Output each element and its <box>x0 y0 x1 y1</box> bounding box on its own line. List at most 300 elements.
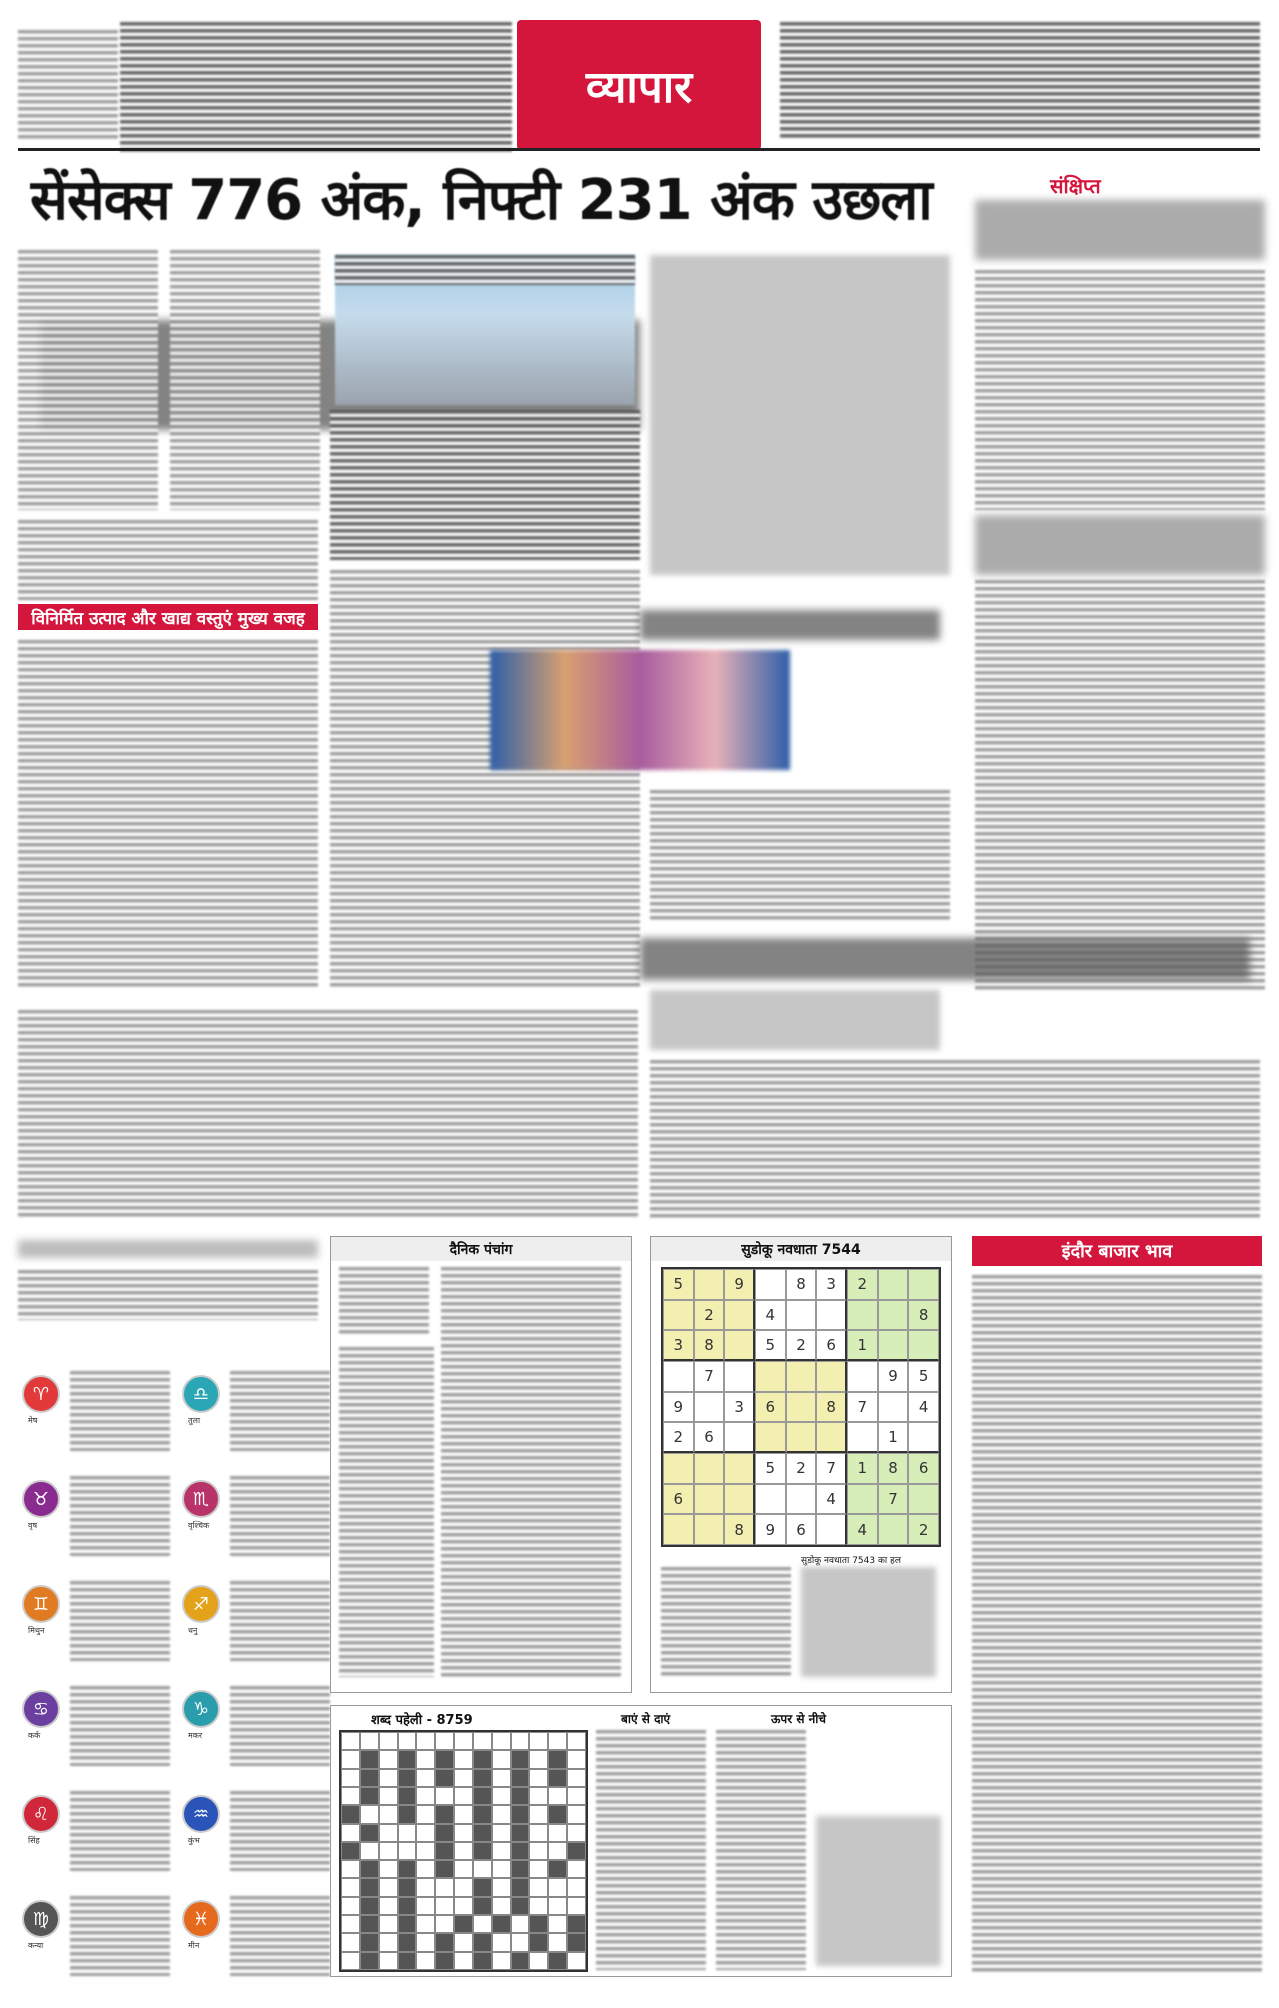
sudoku-cell: 7 <box>816 1453 847 1484</box>
crossword-cell <box>379 1769 398 1787</box>
crossword-cell <box>511 1750 530 1768</box>
crossword-cell <box>473 1897 492 1915</box>
horoscope-text <box>70 1791 170 1871</box>
crossword-cell <box>529 1732 548 1750</box>
crossword-cell <box>473 1933 492 1951</box>
sudoku-cell <box>694 1514 725 1545</box>
sudoku-cell <box>663 1514 694 1545</box>
panchang-table <box>339 1347 434 1677</box>
crossword-across-clues <box>596 1730 706 1970</box>
sudoku-cell <box>816 1300 847 1331</box>
briefs-label: संक्षिप्त <box>1050 174 1101 198</box>
sudoku-cell <box>786 1361 817 1392</box>
crossword-cell <box>454 1750 473 1768</box>
horoscope-intro <box>18 1270 318 1320</box>
crossword-cell <box>529 1805 548 1823</box>
sudoku-cell: 4 <box>847 1514 878 1545</box>
crossword-cell <box>398 1750 417 1768</box>
sudoku-cell: 9 <box>663 1392 694 1423</box>
sudoku-cell: 2 <box>663 1422 694 1453</box>
panchang-chart <box>339 1267 429 1337</box>
crossword-cell <box>341 1750 360 1768</box>
horoscope-sign-name: वृष <box>28 1521 38 1530</box>
crossword-cell <box>567 1805 586 1823</box>
crossword-cell <box>416 1860 435 1878</box>
sagittarius-icon: ♐ <box>182 1585 220 1623</box>
crossword-cell <box>473 1787 492 1805</box>
horoscope-text <box>70 1371 170 1451</box>
crossword-cell <box>567 1897 586 1915</box>
crossword-cell <box>548 1933 567 1951</box>
crossword-cell <box>341 1842 360 1860</box>
crossword-cell <box>435 1732 454 1750</box>
sudoku-cell <box>755 1361 786 1392</box>
crossword-cell <box>511 1933 530 1951</box>
crossword-cell <box>548 1897 567 1915</box>
crossword-cell <box>341 1805 360 1823</box>
crossword-cell <box>492 1860 511 1878</box>
crossword-cell <box>529 1860 548 1878</box>
sudoku-cell: 6 <box>694 1422 725 1453</box>
sudoku-answer-grid <box>801 1567 936 1677</box>
crossword-cell <box>341 1952 360 1970</box>
crossword-cell <box>341 1769 360 1787</box>
crossword-cell <box>529 1952 548 1970</box>
crossword-cell <box>473 1878 492 1896</box>
crossword-cell <box>360 1952 379 1970</box>
sudoku-cell <box>878 1392 909 1423</box>
crossword-cell <box>529 1750 548 1768</box>
sudoku-cell <box>786 1392 817 1423</box>
crossword-cell <box>398 1732 417 1750</box>
sudoku-cell: 2 <box>786 1330 817 1361</box>
horoscope-heading <box>18 1240 318 1258</box>
sudoku-cell: 7 <box>847 1392 878 1423</box>
crossword-cell <box>548 1952 567 1970</box>
crossword-cell <box>398 1805 417 1823</box>
crossword-cell <box>511 1805 530 1823</box>
lower-right-body <box>650 1060 1260 1220</box>
sudoku-rules <box>661 1567 791 1677</box>
mid-story-body <box>650 790 950 920</box>
horoscope-sign-name: मेष <box>28 1416 38 1425</box>
crossword-cell <box>360 1842 379 1860</box>
crossword-cell <box>360 1915 379 1933</box>
crossword-cell <box>529 1769 548 1787</box>
crossword-cell <box>360 1860 379 1878</box>
crossword-cell <box>454 1787 473 1805</box>
crossword-cell <box>360 1750 379 1768</box>
crossword-cell <box>473 1824 492 1842</box>
crossword-cell <box>379 1915 398 1933</box>
sudoku-cell: 3 <box>724 1392 755 1423</box>
crossword-cell <box>548 1860 567 1878</box>
box-story <box>650 255 950 575</box>
crossword-cell <box>567 1952 586 1970</box>
sudoku-cell: 7 <box>878 1484 909 1515</box>
horoscope-sign-name: मकर <box>188 1731 203 1740</box>
crossword-cell <box>454 1842 473 1860</box>
sudoku-cell <box>724 1330 755 1361</box>
horoscope-text <box>70 1686 170 1766</box>
crossword-cell <box>492 1732 511 1750</box>
horoscope-text <box>230 1896 330 1976</box>
sudoku-cell <box>694 1453 725 1484</box>
crossword-cell <box>567 1732 586 1750</box>
horoscope-sign-name: सिंह <box>28 1836 40 1845</box>
sudoku-cell <box>878 1300 909 1331</box>
crossword-cell <box>341 1787 360 1805</box>
sudoku-cell <box>908 1269 939 1300</box>
crossword-cell <box>511 1824 530 1842</box>
crossword-cell <box>416 1787 435 1805</box>
indore-market-body <box>972 1275 1262 1975</box>
crossword-cell <box>473 1750 492 1768</box>
sudoku-cell <box>724 1361 755 1392</box>
crossword-cell <box>492 1897 511 1915</box>
sudoku-cell: 2 <box>847 1269 878 1300</box>
sudoku-cell: 4 <box>816 1484 847 1515</box>
sudoku-cell: 5 <box>755 1453 786 1484</box>
sudoku-cell: 4 <box>755 1300 786 1331</box>
crossword-cell <box>398 1933 417 1951</box>
crossword-cell <box>435 1824 454 1842</box>
crossword-cell <box>454 1952 473 1970</box>
taurus-icon: ♉ <box>22 1480 60 1518</box>
sudoku-cell <box>816 1422 847 1453</box>
sudoku-cell <box>847 1422 878 1453</box>
crossword-cell <box>511 1842 530 1860</box>
crossword-cell <box>548 1842 567 1860</box>
crossword-cell <box>567 1842 586 1860</box>
leo-icon: ♌ <box>22 1795 60 1833</box>
horoscope-text <box>70 1896 170 1976</box>
pisces-icon: ♓ <box>182 1900 220 1938</box>
masthead-left-text <box>18 30 118 140</box>
sudoku-cell: 5 <box>755 1330 786 1361</box>
sudoku-cell: 6 <box>663 1484 694 1515</box>
sudoku-cell <box>908 1422 939 1453</box>
crossword-cell <box>454 1933 473 1951</box>
sudoku-cell: 6 <box>816 1330 847 1361</box>
sudoku-cell: 1 <box>878 1422 909 1453</box>
crossword-cell <box>398 1952 417 1970</box>
sudoku-cell: 1 <box>847 1453 878 1484</box>
crossword-cell <box>416 1805 435 1823</box>
crossword-cell <box>454 1824 473 1842</box>
sudoku-cell: 9 <box>878 1361 909 1392</box>
sudoku-title: सुडोकू नवधाता 7544 <box>651 1237 951 1261</box>
crossword-cell <box>398 1842 417 1860</box>
panchang-box <box>330 1236 632 1693</box>
crossword-cell <box>548 1787 567 1805</box>
crossword-cell <box>548 1769 567 1787</box>
crossword-cell <box>473 1805 492 1823</box>
crossword-cell <box>511 1787 530 1805</box>
crossword-cell <box>360 1824 379 1842</box>
crossword-cell <box>492 1750 511 1768</box>
mid-story-heading <box>640 610 940 640</box>
crossword-cell <box>416 1750 435 1768</box>
cancer-icon: ♋ <box>22 1690 60 1728</box>
horoscope-text <box>230 1581 330 1661</box>
sudoku-cell: 1 <box>847 1330 878 1361</box>
crossword-grid <box>339 1730 588 1972</box>
crossword-cell <box>416 1769 435 1787</box>
sudoku-cell: 9 <box>724 1269 755 1300</box>
crossword-cell <box>548 1732 567 1750</box>
sudoku-cell <box>878 1514 909 1545</box>
horoscope-text <box>70 1581 170 1661</box>
crossword-cell <box>379 1952 398 1970</box>
sudoku-cell <box>724 1484 755 1515</box>
crossword-cell <box>454 1915 473 1933</box>
crossword-cell <box>341 1732 360 1750</box>
lead-subhead: विनिर्मित उत्पाद और खाद्य वस्तुएं मुख्य वजह <box>18 604 318 630</box>
crossword-cell <box>567 1860 586 1878</box>
crossword-cell <box>360 1769 379 1787</box>
crossword-cell <box>567 1750 586 1768</box>
crossword-cell <box>341 1860 360 1878</box>
crossword-cell <box>548 1915 567 1933</box>
crossword-cell <box>398 1769 417 1787</box>
top-right-strip <box>780 22 1260 140</box>
sudoku-cell: 8 <box>878 1453 909 1484</box>
crossword-cell <box>511 1769 530 1787</box>
crossword-cell <box>454 1732 473 1750</box>
crossword-cell <box>473 1860 492 1878</box>
crossword-cell <box>529 1878 548 1896</box>
crossword-cell <box>454 1860 473 1878</box>
crossword-cell <box>567 1824 586 1842</box>
panchang-title: दैनिक पंचांग <box>331 1237 631 1261</box>
sudoku-cell <box>847 1361 878 1392</box>
crossword-cell <box>529 1933 548 1951</box>
horoscope-sign-name: मिथुन <box>28 1626 45 1635</box>
crossword-cell <box>416 1897 435 1915</box>
second-story-body <box>330 570 640 990</box>
crossword-cell <box>548 1824 567 1842</box>
crossword-cell <box>379 1824 398 1842</box>
section-label: व्यापार <box>517 20 761 150</box>
crossword-cell <box>416 1732 435 1750</box>
sudoku-cell <box>755 1484 786 1515</box>
sudoku-cell <box>694 1484 725 1515</box>
crossword-cell <box>341 1824 360 1842</box>
crossword-cell <box>435 1842 454 1860</box>
crossword-cell <box>360 1897 379 1915</box>
crossword-cell <box>435 1915 454 1933</box>
sudoku-cell: 5 <box>908 1361 939 1392</box>
photo-caption-bar <box>335 255 635 285</box>
sudoku-cell <box>847 1300 878 1331</box>
sudoku-grid <box>661 1267 941 1547</box>
crossword-cell <box>360 1805 379 1823</box>
crossword-cell <box>492 1933 511 1951</box>
sudoku-cell <box>816 1361 847 1392</box>
sudoku-cell <box>663 1361 694 1392</box>
crossword-answer <box>816 1816 941 1966</box>
crossword-cell <box>379 1842 398 1860</box>
crossword-cell <box>492 1787 511 1805</box>
crossword-cell <box>492 1824 511 1842</box>
crossword-cell <box>379 1787 398 1805</box>
crossword-cell <box>492 1952 511 1970</box>
crossword-cell <box>529 1897 548 1915</box>
horoscope-sign-name: तुला <box>188 1416 201 1425</box>
crossword-cell <box>416 1824 435 1842</box>
crossword-cell <box>416 1915 435 1933</box>
crossword-cell <box>511 1897 530 1915</box>
horoscope-sign-name: वृश्चिक <box>188 1521 210 1530</box>
crossword-cell <box>416 1952 435 1970</box>
crossword-cell <box>416 1933 435 1951</box>
sudoku-cell: 3 <box>663 1330 694 1361</box>
crossword-cell <box>416 1842 435 1860</box>
sudoku-cell: 7 <box>694 1361 725 1392</box>
sudoku-cell: 2 <box>694 1300 725 1331</box>
sudoku-cell <box>663 1453 694 1484</box>
sudoku-cell: 4 <box>908 1392 939 1423</box>
masthead-rule <box>18 148 1260 151</box>
sudoku-cell: 8 <box>724 1514 755 1545</box>
lower-left-body <box>18 1010 638 1220</box>
crossword-cell <box>416 1878 435 1896</box>
panchang-text <box>441 1267 621 1677</box>
horoscope-sign-name: कर्क <box>28 1731 41 1740</box>
crossword-cell <box>473 1769 492 1787</box>
crossword-cell <box>511 1860 530 1878</box>
crossword-cell <box>492 1915 511 1933</box>
crossword-cell <box>567 1933 586 1951</box>
crossword-cell <box>492 1769 511 1787</box>
lower-deck <box>650 990 940 1050</box>
crossword-cell <box>435 1787 454 1805</box>
sudoku-cell: 8 <box>816 1392 847 1423</box>
sudoku-cell: 8 <box>694 1330 725 1361</box>
capricorn-icon: ♑ <box>182 1690 220 1728</box>
crossword-cell <box>341 1915 360 1933</box>
sudoku-cell: 8 <box>908 1300 939 1331</box>
crossword-cell <box>567 1878 586 1896</box>
crossword-cell <box>341 1897 360 1915</box>
crossword-cell <box>379 1897 398 1915</box>
crossword-cell <box>548 1878 567 1896</box>
sudoku-cell <box>816 1514 847 1545</box>
crossword-cell <box>511 1915 530 1933</box>
crossword-cell <box>398 1860 417 1878</box>
brief-body-2 <box>975 580 1265 990</box>
crossword-across-label: बाएं से दाएं <box>621 1712 671 1726</box>
sudoku-cell <box>786 1422 817 1453</box>
sudoku-cell <box>663 1300 694 1331</box>
sudoku-cell: 6 <box>786 1514 817 1545</box>
crossword-cell <box>492 1805 511 1823</box>
sudoku-cell <box>786 1300 817 1331</box>
sudoku-cell <box>847 1484 878 1515</box>
crossword-title: शब्द पहेली - 8759 <box>371 1713 473 1728</box>
virgo-icon: ♍ <box>22 1900 60 1938</box>
crossword-cell <box>379 1750 398 1768</box>
crossword-down-label: ऊपर से नीचे <box>771 1712 826 1726</box>
sudoku-cell <box>724 1422 755 1453</box>
crossword-cell <box>473 1842 492 1860</box>
crossword-cell <box>435 1860 454 1878</box>
sudoku-cell <box>755 1422 786 1453</box>
sudoku-cell <box>755 1269 786 1300</box>
sudoku-cell: 5 <box>663 1269 694 1300</box>
event-photo <box>490 650 790 770</box>
crossword-cell <box>341 1878 360 1896</box>
sudoku-cell <box>724 1453 755 1484</box>
crossword-cell <box>529 1842 548 1860</box>
sudoku-cell <box>724 1300 755 1331</box>
crossword-cell <box>548 1750 567 1768</box>
horoscope-text <box>230 1476 330 1556</box>
crossword-cell <box>529 1787 548 1805</box>
crossword-cell <box>398 1897 417 1915</box>
sudoku-cell <box>878 1330 909 1361</box>
horoscope-sign-name: मीन <box>188 1941 200 1950</box>
top-news-strip <box>120 22 512 152</box>
sudoku-cell: 8 <box>786 1269 817 1300</box>
sudoku-cell <box>878 1269 909 1300</box>
crossword-cell <box>511 1732 530 1750</box>
crossword-cell <box>435 1878 454 1896</box>
crossword-cell <box>360 1933 379 1951</box>
sudoku-cell <box>786 1484 817 1515</box>
crossword-cell <box>529 1915 548 1933</box>
aquarius-icon: ♒ <box>182 1795 220 1833</box>
horoscope-sign-name: कुंभ <box>188 1836 200 1845</box>
crossword-box <box>330 1705 952 1977</box>
crossword-cell <box>473 1915 492 1933</box>
lead-col-1 <box>18 250 158 510</box>
horoscope-text <box>230 1371 330 1451</box>
crossword-cell <box>567 1915 586 1933</box>
brief-body-1 <box>975 270 1265 510</box>
crossword-cell <box>435 1769 454 1787</box>
crossword-cell <box>473 1952 492 1970</box>
sudoku-cell: 9 <box>755 1514 786 1545</box>
crossword-cell <box>435 1897 454 1915</box>
horoscope-sign-name: धनु <box>188 1626 198 1635</box>
crossword-cell <box>454 1878 473 1896</box>
crossword-cell <box>379 1860 398 1878</box>
sudoku-box <box>650 1236 952 1693</box>
sudoku-cell <box>694 1392 725 1423</box>
crossword-cell <box>398 1787 417 1805</box>
lower-headline <box>640 938 1250 980</box>
crossword-cell <box>511 1878 530 1896</box>
crossword-cell <box>492 1878 511 1896</box>
aries-icon: ♈ <box>22 1375 60 1413</box>
crossword-cell <box>492 1842 511 1860</box>
libra-icon: ♎ <box>182 1375 220 1413</box>
crossword-cell <box>398 1915 417 1933</box>
crossword-cell <box>529 1824 548 1842</box>
crossword-cell <box>398 1824 417 1842</box>
crossword-cell <box>567 1787 586 1805</box>
sudoku-cell: 6 <box>755 1392 786 1423</box>
lead-body <box>18 640 318 990</box>
crossword-cell <box>379 1732 398 1750</box>
crossword-cell <box>473 1732 492 1750</box>
crossword-cell <box>435 1952 454 1970</box>
indore-market-label: इंदौर बाजार भाव <box>972 1236 1262 1266</box>
crossword-cell <box>548 1805 567 1823</box>
crossword-cell <box>435 1750 454 1768</box>
